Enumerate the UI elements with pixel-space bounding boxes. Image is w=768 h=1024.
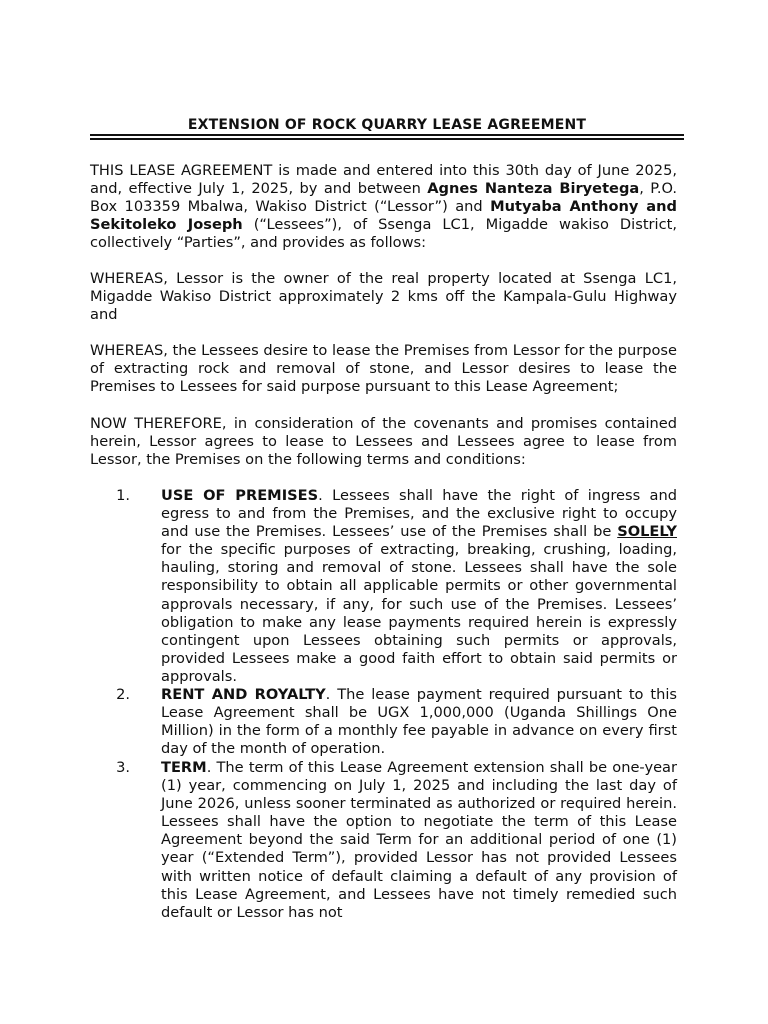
clause-number: 2. [116,686,130,703]
lessees-names: Mutyaba Anthony and Sekitoleko Joseph [90,198,677,234]
whereas-paragraph-2: WHEREAS, the Lessees desire to lease the Premises from Lessor for the purpose of extracting rock and removal of stone, and Lessor desires to lease the Premises to Lessees for said purpose pursuant to this Lease Agreement; [90,342,677,396]
title-underline-top [90,134,684,136]
clause-text-1: . The lease payment required pursuant to this Lease Agreement shall be UGX 1,000,000 (Uganda Shillings One Million) in the form of a monthly fee payable in advance on every first day of the month of operation. [161,686,677,758]
intro-paragraph [90,162,677,252]
clause-body [161,759,677,922]
clause-heading: RENT AND ROYALTY [161,686,326,703]
document-title: EXTENSION OF ROCK QUARRY LEASE AGREEMENT [187,117,587,133]
clause-heading: TERM [161,759,207,776]
clause-text-1: . The term of this Lease Agreement extension shall be one-year (1) year, commencing on July 1, 2025 and including the last day of June 2026, unless sooner terminated as authorized or required herein. Lessees shall have the option to negotiate the term of this Lease Agreement beyond the said Term for an additional period of one (1) year (“Extended Term”), provided Lessor has not provided Lessees with written notice of default claiming a default of any provision of this Lease Agreement, and Lessees have not timely remedied such default or Lessor has not [161,759,677,921]
whereas-paragraph-1: WHEREAS, Lessor is the owner of the real property located at Ssenga LC1, Migadde Wakiso District approximately 2 kms off the Kampala-Gulu Highway and [90,270,677,324]
clause-body [161,487,677,686]
clause-number: 3. [116,759,130,776]
now-therefore-paragraph: NOW THEREFORE, in consideration of the covenants and promises contained herein, Lessor agrees to lease to Lessees and Lessees agree to lease from Lessor, the Premises on the following terms and conditions: [90,415,677,469]
clause-emphasis: SOLELY [617,523,677,541]
intro-text-1: THIS LEASE AGREEMENT is made and entered into this 30th day of June 2025, and, effective July 1, 2025, by and between [90,162,677,198]
clause-text-1: . Lessees shall have the right of ingress and egress to and from the Premises, and the exclusive right to occupy and use the Premises. Lessees’ use of the Premises shall be [161,487,678,541]
intro-text-3: (“Lessees”), of Ssenga LC1, Migadde wakiso District, collectively “Parties”, and provides as follows: [90,216,677,252]
clause-number: 1. [116,487,130,504]
clause-heading: USE OF PREMISES [161,487,319,504]
title-underline-bottom [90,138,684,140]
clause-text-2: for the specific purposes of extracting, breaking, crushing, loading, hauling, storing and removal of stone. Lessees shall have the sole responsibility to obtain all applicable permits or other governmental approvals necessary, if any, for such use of the Premises. Lessees’ obligation to make any lease payments required herein is expressly contingent upon Lessees obtaining such permits or approvals, provided Lessees make a good faith effort to obtain said permits or approvals. [161,541,677,685]
lessor-name: Agnes Nanteza Biryetega [427,180,640,198]
intro-text-2: , P.O. Box 103359 Mbalwa, Wakiso District (“Lessor”) and [90,180,678,216]
clause-body [161,686,677,758]
